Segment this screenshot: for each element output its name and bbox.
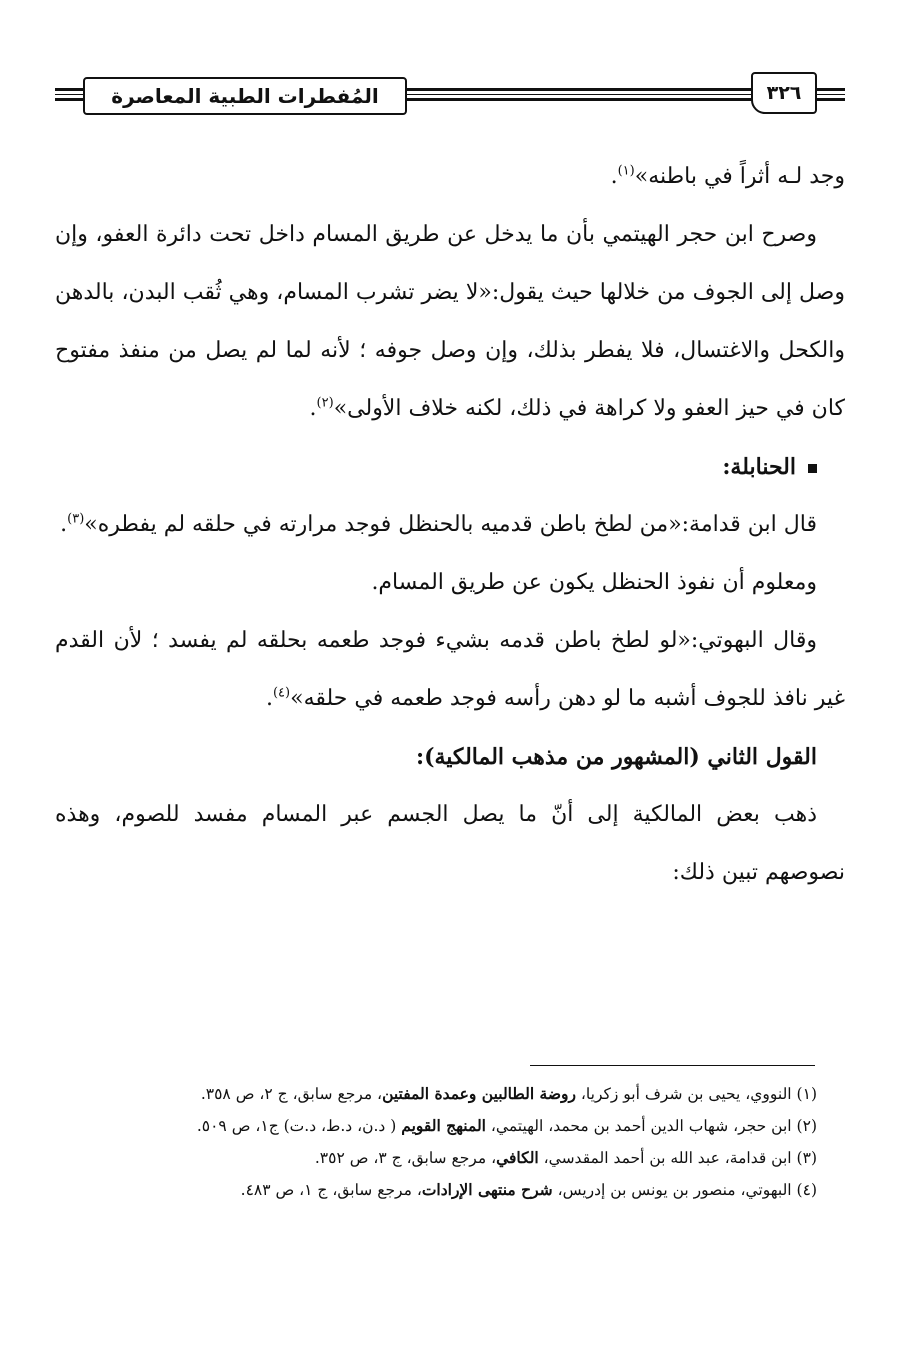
- footnote-2: [55, 1110, 817, 1142]
- footnote-4: [55, 1174, 817, 1206]
- footnote-book-title: الكافي: [496, 1148, 539, 1167]
- paragraph-ibn-qudama: قال ابن قدامة:«من لطخ باطن قدميه بالحنظل فوجد مرارته في حلقه لم يفطره»$^{(٣)}$.: [60, 511, 817, 537]
- footnote-number: (١): [796, 1085, 817, 1103]
- section-heading-hanabila-text: الحنابلة:: [722, 454, 796, 480]
- footnote-text: ، مرجع سابق، ج ٢، ص ٣٥٨.: [200, 1085, 383, 1103]
- footnote-ref-3[interactable]: (٣): [67, 511, 85, 527]
- book-title: المُفطرات الطبية المعاصرة: [83, 77, 407, 115]
- footnote-text: ( د.ن، د.ط، د.ت) ج١، ص ٥٠٩.: [196, 1117, 402, 1135]
- paragraph-bahuti-text: وقال البهوتي:«لو لطخ باطن قدمه بشيء فوجد طعمه بحلقه لم يفسد ؛ لأن القدم غير نافذ للجوف أشبه ما لو دهن رأسه فوجد طعمه في حلقه»: [55, 628, 845, 711]
- footnote-text: ، مرجع سابق، ج ٣، ص ٣٥٢.: [314, 1149, 497, 1167]
- footnote-text: ابن قدامة، عبد الله بن أحمد المقدسي،: [538, 1149, 792, 1167]
- paragraph-haytami: وصرح ابن حجر الهيتمي بأن ما يدخل عن طريق المسام داخل تحت دائرة العفو، وإن وصل إلى الجوف من خلالها حيث يقول:«لا يضر تشرب المسام، وهي ثُقب البدن، بالدهن والكحل والاغتسال، فلا يفطر بذلك، وإن وصل جوفه ؛ لأنه لما لم يصل من منفذ مفتوح كان في حيز العفو ولا كراهة في ذلك، لكنه خلاف الأولى»$^{(٢)}$.: [55, 222, 845, 421]
- footnote-separator: [530, 1065, 815, 1066]
- footnote-ref-2[interactable]: (٢): [316, 395, 334, 411]
- footnote-text: النووي، يحيى بن شرف أبو زكريا،: [575, 1085, 792, 1103]
- footnote-book-title: شرح منتهى الإرادات: [421, 1180, 553, 1199]
- main-text: [55, 148, 845, 902]
- footnote-1: [55, 1078, 817, 1110]
- footnote-text: ، مرجع سابق، ج ١، ص ٤٨٣.: [240, 1181, 422, 1199]
- footnote-book-title: المنهج القويم: [401, 1116, 486, 1135]
- footnote-text: ابن حجر، شهاب الدين أحمد بن محمد، الهيتمي،: [485, 1117, 792, 1135]
- footnote-text: البهوتي، منصور بن يونس بن إدريس،: [552, 1181, 792, 1199]
- section-heading-hanabila: [55, 438, 845, 496]
- paragraph-hanzal: ومعلوم أن نفوذ الحنظل يكون عن طريق المسام.: [371, 570, 817, 595]
- footnotes: [55, 1078, 817, 1206]
- paragraph-bahuti: وقال البهوتي:«لو لطخ باطن قدمه بشيء فوجد طعمه بحلقه لم يفسد ؛ لأن القدم غير نافذ للجوف أشبه ما لو دهن رأسه فوجد طعمه في حلقه»$^{(٤)}$.: [55, 628, 845, 711]
- footnote-ref-1[interactable]: (١): [617, 163, 635, 179]
- footnote-ref-4[interactable]: (٤): [272, 685, 291, 701]
- footnote-number: (٤): [796, 1181, 817, 1199]
- footnote-book-title: روضة الطالبين وعمدة المفتين: [382, 1084, 576, 1103]
- running-header: [55, 72, 845, 116]
- footnote-3: [55, 1142, 817, 1174]
- paragraph-ibn-qudama-text: قال ابن قدامة:«من لطخ باطن قدميه بالحنظل فوجد مرارته في حلقه لم يفطره»: [84, 512, 817, 537]
- paragraph-haytami-text: وصرح ابن حجر الهيتمي بأن ما يدخل عن طريق المسام داخل تحت دائرة العفو، وإن وصل إلى الجوف من خلالها حيث يقول:«لا يضر تشرب المسام، وهي ثُقب البدن، بالدهن والكحل والاغتسال، فلا يفطر بذلك، وإن وصل جوفه ؛ لأنه لما لم يصل من منفذ مفتوح كان في حيز العفو ولا كراهة في ذلك، لكنه خلاف الأولى»: [55, 222, 845, 421]
- continuation-line: وجد لـه أثراً في باطنه»$^{(١)}$.: [610, 163, 845, 189]
- continuation-text: وجد لـه أثراً في باطنه»: [634, 164, 845, 189]
- footnote-number: (٢): [796, 1117, 817, 1135]
- paragraph-malikiyya: ذهب بعض المالكية إلى أنّ ما يصل الجسم عبر المسام مفسد للصوم، وهذه نصوصهم تبين ذلك:: [55, 802, 845, 885]
- footnote-number: (٣): [796, 1149, 817, 1167]
- page-number: ٣٢٦: [751, 72, 817, 114]
- square-bullet-icon: [808, 464, 817, 473]
- section-heading-second-opinion: القول الثاني (المشهور من مذهب المالكية):: [415, 744, 817, 770]
